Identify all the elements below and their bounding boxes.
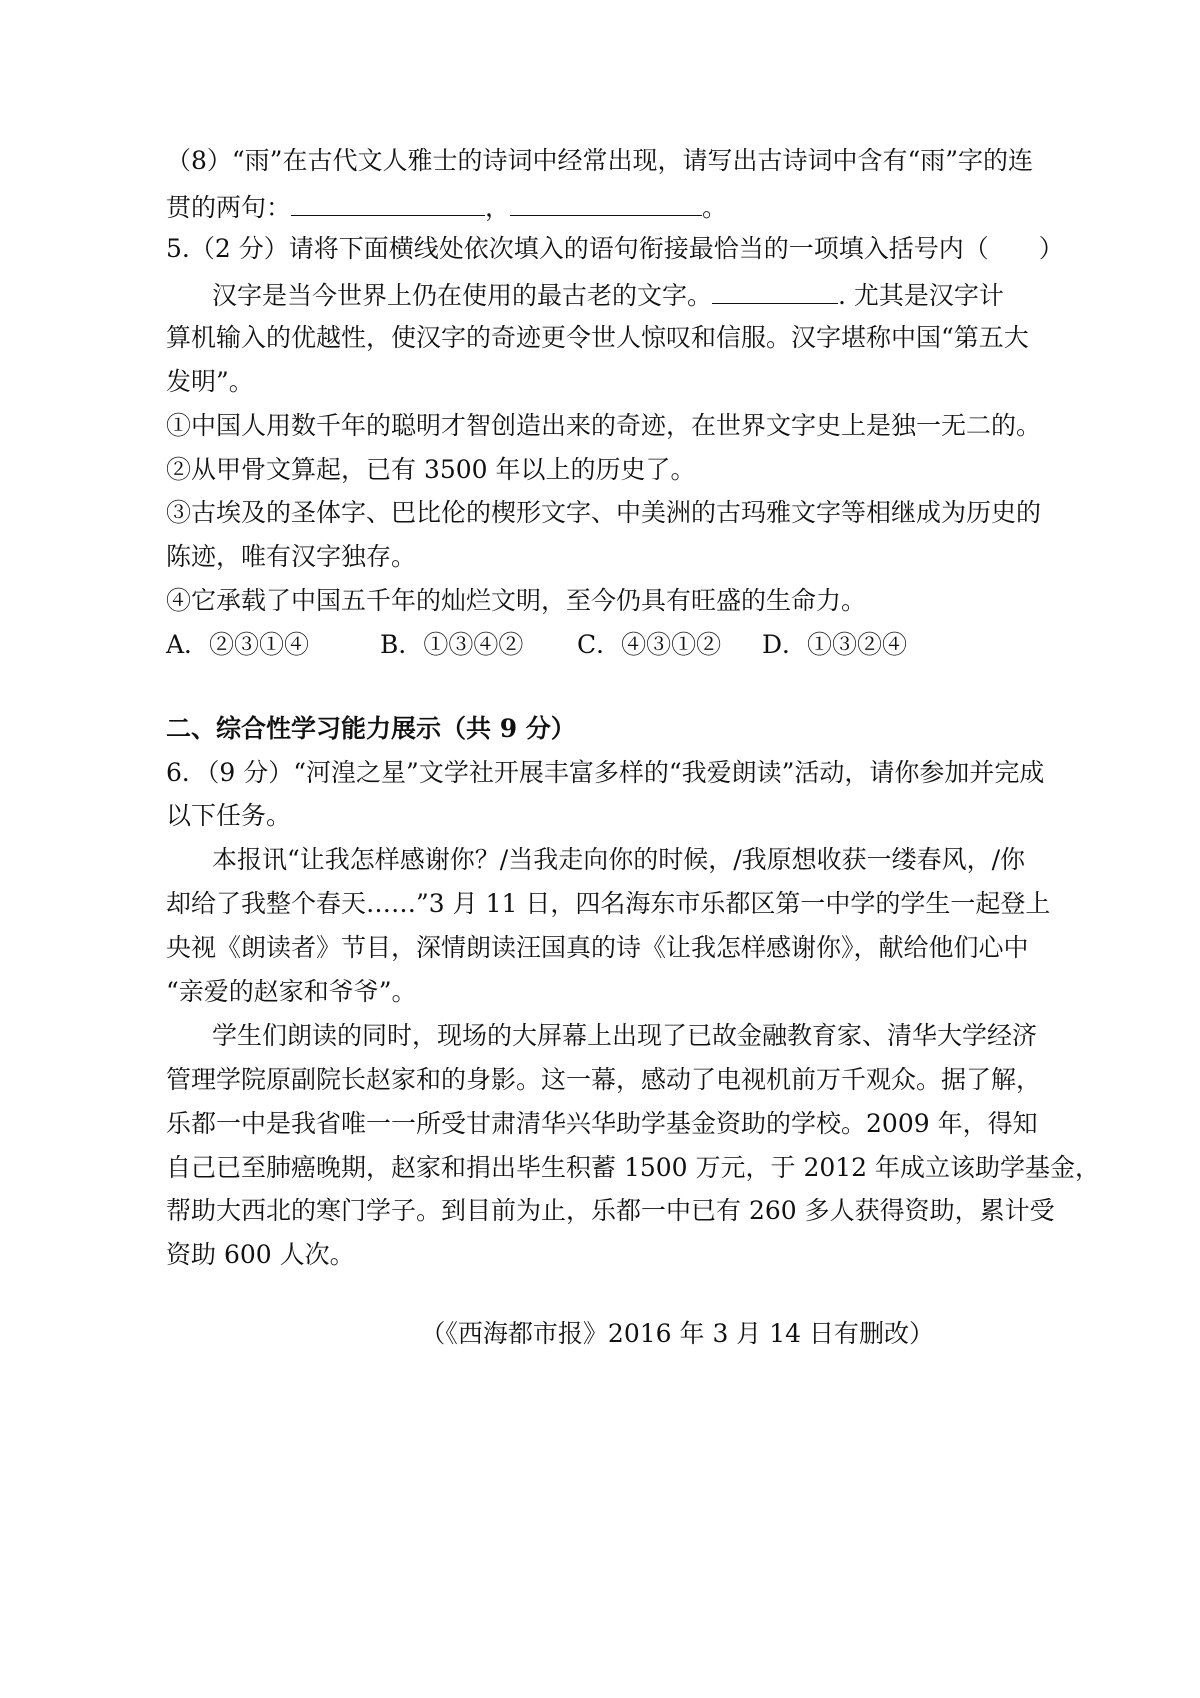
q4-8-line-1: （8）“雨”在古代文人雅士的诗词中经常出现，请写出古诗词中含有“雨”字的连 bbox=[166, 146, 1034, 175]
q6-paragraph-2-line-4: 自己已至肺癌晚期，赵家和捐出毕生积蓄 1500 万元，于 2012 年成立该助学基金， bbox=[166, 1153, 1101, 1182]
q6-stem-line-1: 6．（9 分）“河湟之星”文学社开展丰富多样的“我爱朗读”活动，请你参加并完成 bbox=[166, 758, 1045, 787]
q6-stem-line-2: 以下任务。 bbox=[166, 801, 292, 830]
q5-item-3-line-1: ③古埃及的圣体字、巴比伦的楔形文字、中美洲的古玛雅文字等相继成为历史的 bbox=[166, 498, 1042, 527]
q5-paragraph-line-2: 算机输入的优越性，使汉字的奇迹更令世人惊叹和信服。汉字堪称中国“第五大 bbox=[166, 323, 1029, 352]
q5-stem: 5.（2 分）请将下面横线处依次填入的语句衔接最恰当的一项填入括号内（ ） bbox=[166, 234, 1064, 263]
q5-item-2: ②从甲骨文算起，已有 3500 年以上的历史了。 bbox=[166, 455, 696, 484]
q4-8-prefix: 贯的两句： bbox=[166, 193, 292, 222]
q6-paragraph-1-line-3: 央视《朗读者》节目，深情朗读汪国真的诗《让我怎样感谢你》，献给他们心中 bbox=[166, 933, 1029, 962]
q5-item-4: ④它承载了中国五千年的灿烂文明，至今仍具有旺盛的生命力。 bbox=[166, 586, 867, 615]
q5-paragraph-line-1 bbox=[212, 281, 1004, 308]
option-c[interactable]: C．④③①② bbox=[577, 630, 722, 659]
q6-source-citation: （《西海都市报》2016 年 3 月 14 日有删改） bbox=[420, 1319, 934, 1348]
q4-8-line-2 bbox=[166, 193, 727, 220]
q5-paragraph-line-3: 发明”。 bbox=[166, 367, 254, 396]
q4-8-sep: ， bbox=[485, 193, 511, 222]
q6-paragraph-1-line-4: “亲爱的赵家和爷爷”。 bbox=[166, 977, 417, 1006]
q5-item-1: ①中国人用数千年的聪明才智创造出来的奇迹，在世界文字史上是独一无二的。 bbox=[166, 411, 1042, 440]
q6-paragraph-2-line-2: 管理学院原副院长赵家和的身影。这一幕，感动了电视机前万千观众。据了解， bbox=[166, 1065, 1042, 1094]
option-a[interactable]: A．②③①④ bbox=[166, 630, 310, 659]
q5-para-pre: 汉字是当今世界上仍在使用的最古老的文字。 bbox=[212, 281, 713, 310]
q6-paragraph-1-line-2: 却给了我整个春天……”3 月 11 日，四名海东市乐都区第一中学的学生一起登上 bbox=[166, 889, 1051, 918]
section-2-heading: 二、综合性学习能力展示（共 9 分） bbox=[166, 714, 576, 743]
answer-blank-1[interactable] bbox=[291, 193, 485, 216]
answer-blank-2[interactable] bbox=[510, 193, 702, 216]
q6-paragraph-2-line-5: 帮助大西北的寒门学子。到目前为止，乐都一中已有 260 多人获得资助，累计受 bbox=[166, 1196, 1055, 1225]
option-b[interactable]: B．①③④② bbox=[380, 630, 524, 659]
q6-paragraph-2-line-1: 学生们朗读的同时，现场的大屏幕上出现了已故金融教育家、清华大学经济 bbox=[212, 1021, 1038, 1050]
q5-item-3-line-2: 陈迹，唯有汉字独存。 bbox=[166, 542, 417, 571]
q5-para-post: . 尤其是汉字计 bbox=[838, 281, 1004, 310]
fill-blank[interactable] bbox=[712, 281, 838, 304]
option-d[interactable]: D．①③②④ bbox=[762, 630, 908, 659]
q6-paragraph-1-line-1: 本报讯“让我怎样感谢你？/当我走向你的时候，/我原想收获一缕春风，/你 bbox=[212, 845, 1026, 874]
q4-8-end: 。 bbox=[702, 193, 728, 222]
q6-paragraph-2-line-6: 资助 600 人次。 bbox=[166, 1240, 355, 1269]
q6-paragraph-2-line-3: 乐都一中是我省唯一一所受甘肃清华兴华助学基金资助的学校。2009 年，得知 bbox=[166, 1109, 1038, 1138]
